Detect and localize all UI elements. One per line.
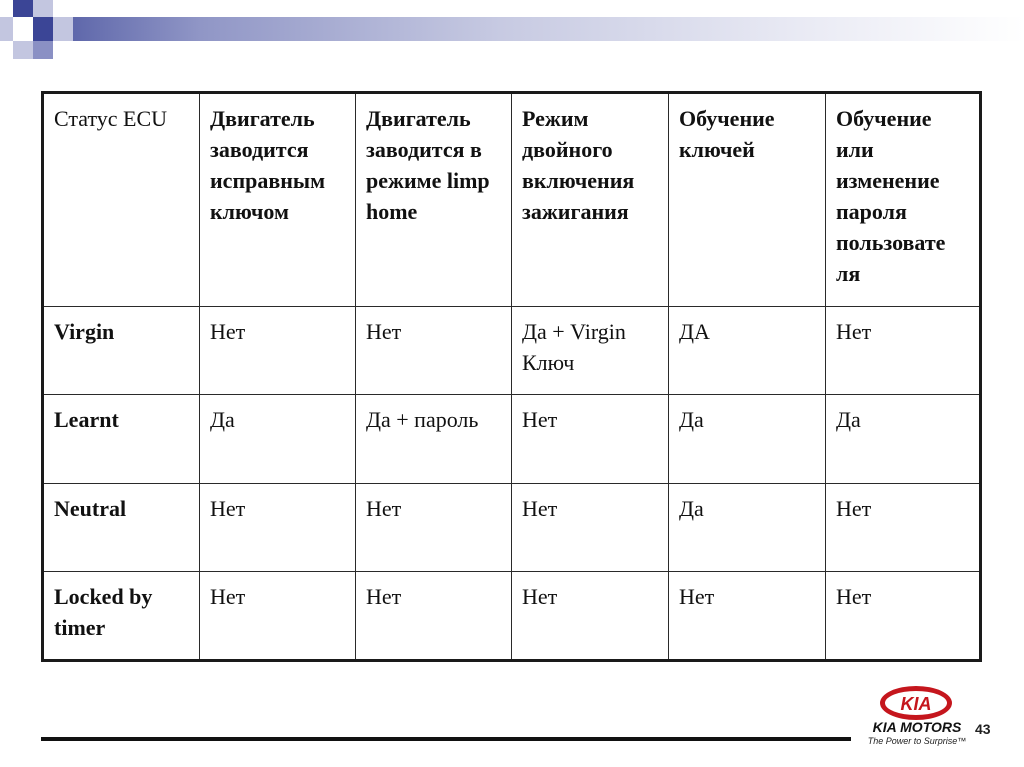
page-number: 43 (975, 721, 991, 737)
row-label-cell: Virgin (43, 307, 200, 395)
table-header-row (43, 93, 981, 307)
table-cell: Нет (200, 484, 356, 572)
table-row (43, 395, 981, 484)
table-row (43, 484, 981, 572)
brand-name: KIA MOTORS (872, 719, 962, 735)
table-cell: Да + пароль (356, 395, 512, 484)
ecu-status-table (41, 91, 982, 662)
table-cell: Нет (356, 484, 512, 572)
row-label-cell: Locked by timer (43, 572, 200, 661)
table-header-cell: Обучение или изменение пароля пользовате ля (826, 93, 981, 307)
table-header-cell: Режим двойного включения зажигания (512, 93, 669, 307)
decorative-square (33, 17, 53, 41)
table-cell: Нет (512, 572, 669, 661)
table-cell: Нет (200, 572, 356, 661)
brand-slogan: The Power to Surprise™ (867, 736, 967, 746)
table-cell: Нет (826, 484, 981, 572)
table-cell: Да (669, 484, 826, 572)
kia-logo (880, 686, 952, 720)
row-label-cell: Neutral (43, 484, 200, 572)
row-label-cell: Learnt (43, 395, 200, 484)
table-row (43, 572, 981, 661)
decorative-square (13, 0, 33, 17)
table-cell: Нет (826, 307, 981, 395)
table-header-cell: Двигатель заводится в режиме limp home (356, 93, 512, 307)
decorative-square (53, 17, 73, 41)
table-cell: Нет (669, 572, 826, 661)
decorative-square (13, 41, 33, 59)
table-cell: Да + Virgin Ключ (512, 307, 669, 395)
table-cell: Нет (356, 572, 512, 661)
table-header-cell: Двигатель заводится исправным ключом (200, 93, 356, 307)
slide-header-bar (0, 17, 1024, 41)
table-cell: ДА (669, 307, 826, 395)
table-cell: Да (669, 395, 826, 484)
kia-logo-text: KIA (900, 694, 932, 714)
table-cell: Нет (200, 307, 356, 395)
table-cell: Нет (356, 307, 512, 395)
table-cell: Нет (512, 484, 669, 572)
decorative-square (0, 17, 13, 41)
footer-divider (41, 737, 851, 741)
table-cell: Да (200, 395, 356, 484)
table-header-cell: Статус ECU (43, 93, 200, 307)
table-cell: Нет (512, 395, 669, 484)
table-cell: Да (826, 395, 981, 484)
table-row (43, 307, 981, 395)
decorative-square (33, 0, 53, 17)
table-cell: Нет (826, 572, 981, 661)
table-header-cell: Обучение ключей (669, 93, 826, 307)
decorative-square (13, 17, 33, 41)
decorative-square (33, 41, 53, 59)
